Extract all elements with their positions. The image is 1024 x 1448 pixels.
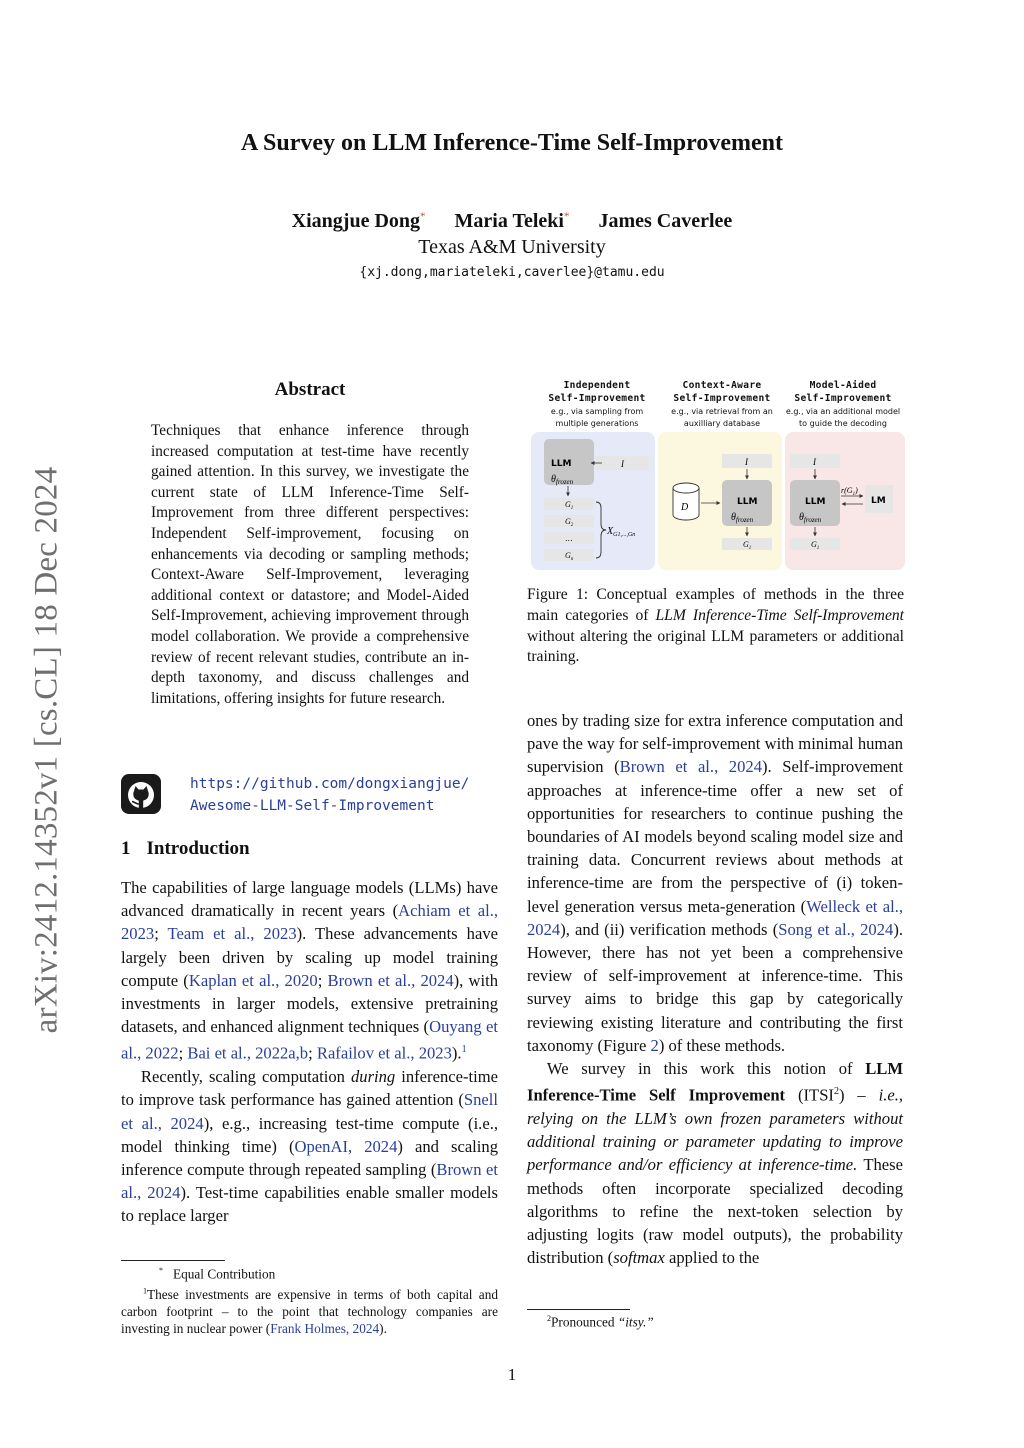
panel-subtitle: e.g., via retrieval from an auxilliary database — [671, 407, 773, 428]
citation-link[interactable]: Brown et al., 2024 — [121, 1159, 499, 1203]
page-number: 1 — [507, 1365, 517, 1384]
footnote-1: $^1$These investments are expensive in terms of both capital and carbon footprint – to the point that technology companies are investing in nuclear power (Frank Holmes, 2024). — [121, 1286, 498, 1336]
citation-link[interactable]: Team et al., 2023 — [167, 924, 297, 944]
author: James Caverlee — [598, 210, 733, 232]
generation-label: $G_1$ — [565, 500, 574, 511]
affiliation: Texas A&M University — [418, 236, 606, 258]
theta-label: $\theta_{frozen}$ — [731, 512, 754, 524]
database-top — [673, 483, 699, 493]
panel-title: Model-Aided Self-Improvement — [794, 380, 892, 404]
author: Maria Teleki* — [454, 210, 570, 232]
left-column-text — [121, 876, 498, 1228]
citation-link[interactable]: Bai et al., 2022a,b — [187, 1043, 309, 1063]
abstract-heading: Abstract — [274, 379, 346, 400]
reward-label: $r(G_1)$ — [841, 486, 858, 497]
generation-label: $G_1$ — [811, 540, 820, 551]
generation-label: $G_1$ — [743, 540, 752, 551]
figure-caption: Figure 1: Conceptual examples of methods in the three main categories of LLM Inference-Time Self-Improvement without altering the original LLM parameters or additional training. — [527, 586, 904, 666]
panel-title: Context-Aware Self-Improvement — [673, 380, 771, 404]
generation-label: $G_2$ — [565, 517, 574, 528]
llm-label: LLM — [737, 497, 758, 507]
section-heading-introduction: 1 Introduction — [121, 838, 250, 859]
theta-label: $\theta_{frozen}$ — [799, 512, 822, 524]
panel-title: Independent Self-Improvement — [548, 380, 646, 404]
arxiv-identifier: arXiv:2412.14352v1 [cs.CL] 18 Dec 2024 — [28, 466, 65, 1034]
lm-label: LM — [871, 496, 886, 506]
input-label: I — [813, 457, 816, 467]
github-icon — [121, 774, 161, 814]
citation-link[interactable]: Snell et al., 2024 — [121, 1090, 498, 1133]
citation-link[interactable]: Rafailov et al., 2023 — [316, 1043, 452, 1063]
paper-title: A Survey on LLM Inference-Time Self-Improvement — [241, 130, 783, 156]
ellipsis: ... — [565, 534, 573, 543]
footnote-rule — [527, 1309, 630, 1310]
citation-link[interactable]: Welleck et al., 2024 — [527, 896, 903, 939]
theta-label: $\theta_{frozen}$ — [551, 474, 574, 486]
footnotes — [121, 1262, 498, 1337]
citation-link[interactable]: Brown et al., 2024 — [619, 757, 762, 777]
citation-link[interactable]: OpenAI, 2024 — [294, 1136, 398, 1156]
figure-1 — [527, 372, 907, 574]
input-label: I — [621, 459, 624, 469]
author-list — [0, 210, 1024, 233]
panel-subtitle: e.g., via sampling from multiple generations — [550, 407, 644, 428]
citation-link[interactable]: Achiam et al., 2023 — [121, 901, 498, 944]
llm-label: LLM — [805, 497, 826, 507]
citation-link[interactable]: Brown et al., 2024 — [327, 970, 454, 990]
right-column-text — [527, 709, 903, 1269]
database-label: D — [681, 502, 689, 513]
citation-link[interactable]: Frank Holmes, 2024 — [270, 1320, 380, 1336]
citation-link[interactable]: Song et al., 2024 — [778, 919, 894, 939]
aggregation-label: $X_{G1,...,Gn}$ — [607, 526, 636, 538]
footnote-rule — [121, 1260, 225, 1261]
footnote-ref[interactable]: 2 — [833, 1086, 839, 1098]
paragraph: The capabilities of large language models (LLMs) have advanced dramatically in recent years (Achiam et al., 2023; Team et al., 2023). These advancements have largely been driven by scaling up model training compute (Kaplan et al., 2020; Brown et al., 2024), with investments in larger models, extensive pretraining datasets, and enhanced alignment techniques (Ouyang et al., 2022; Bai et al., 2022a,b; Rafailov et al., 2023).$^1$ — [121, 878, 498, 1063]
generation-label: $G_n$ — [565, 551, 574, 562]
figure-ref-link[interactable]: 2 — [650, 1035, 659, 1055]
panel-subtitle: e.g., via an additional model to guide the decoding — [785, 407, 901, 428]
paragraph: We survey in this work this notion of LLM Inference-Time Self Improvement (ITSI$^2$) – i.e., relying on the LLM’s own frozen parameters without additional training or parameter updating to improve performance and/or efficiency at inference-time. These methods often incorporate specialized decoding algorithms to refine the next-token selection by adjusting logits (raw model outputs), the probability distribution (softmax applied to the — [527, 1059, 904, 1268]
abstract-text: Techniques that enhance inference through increased computation at test-time have recently gained attention. In this survey, we investigate the current state of LLM Inference-Time Self-Improvement from three different perspectives: Independent Self-improvement, focusing on enhancements via decoding or sampling methods; Context-Aware Self-Improvement, leveraging additional context or datastore; and Model-Aided Self-Improvement, achieving improvement through model collaboration. We provide a comprehensive review of recent relevant studies, contribute an in-depth taxonomy, and discuss challenges and limitations, offering insights for future research. — [151, 422, 469, 707]
author: Xiangjue Dong* — [291, 210, 426, 232]
footnote-ref[interactable]: 1 — [461, 1044, 467, 1056]
repository-link[interactable]: https://github.com/dongxiangjue/ Awesome-LLM-Self-Improvement — [190, 776, 470, 814]
footnote-equal-contribution: * Equal Contribution — [159, 1266, 276, 1282]
author-emails: {xj.dong,mariateleki,caverlee}@tamu.edu — [359, 265, 665, 280]
paragraph: ones by trading size for extra inference computation and pave the way for self-improvement with minimal human supervision (Brown et al., 2024). Self-improvement approaches at inference-time offer a new set of opportunities for researchers to continue pushing the boundaries of AI models beyond scaling model size and training data. Concurrent reviews about methods at inference-time are from the perspective of (i) token-level generation versus meta-generation (Welleck et al., 2024), and (ii) verification methods (Song et al., 2024). However, there has not yet been a comprehensive review of self-improvement at inference-time. This survey aims to bridge this gap by categorically reviewing existing literature and contributing the first taxonomy (Figure 2) of these methods. — [527, 711, 903, 1055]
paragraph: Recently, scaling computation during inference-time to improve task performance has gained attention (Snell et al., 2024), e.g., increasing test-time compute (i.e., model thinking time) (OpenAI, 2024) and scaling inference compute through repeated sampling (Brown et al., 2024). Test-time capabilities enable smaller models to replace larger — [121, 1067, 499, 1226]
citation-link[interactable]: Ouyang et al., 2022 — [121, 1017, 498, 1063]
citation-link[interactable]: Kaplan et al., 2020 — [188, 970, 318, 990]
input-label: I — [745, 457, 748, 467]
footnote-2: $^2$Pronounced “itsy.” — [547, 1314, 654, 1330]
llm-label: LLM — [551, 459, 572, 469]
